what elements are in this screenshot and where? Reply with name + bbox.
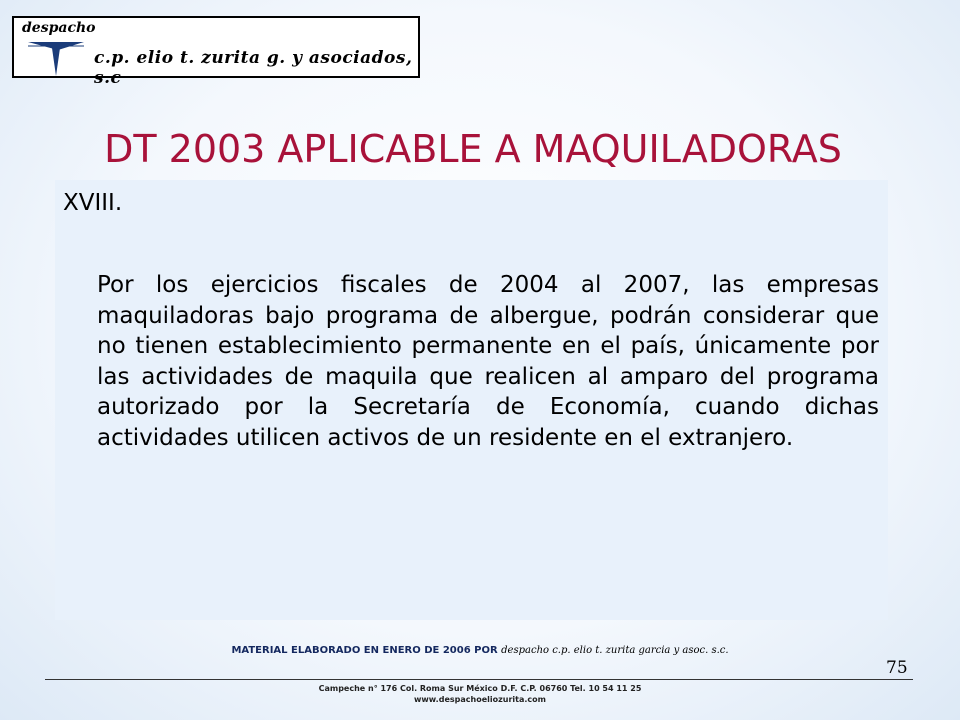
content-box <box>55 180 888 620</box>
material-label: MATERIAL ELABORADO EN ENERO DE 2006 POR <box>231 645 498 656</box>
footer-divider <box>45 679 913 680</box>
logo-word: despacho <box>22 20 96 36</box>
body-paragraph: Por los ejercicios fiscales de 2004 al 2007, las empresas maquiladoras bajo programa de albergue, podrán considerar que no tienen establecimiento permanente en el país, únicamente por las actividades de maquila que realicen al amparo del programa autorizado por la Secretaría de Economía, cuando dichas actividades utilicen activos de un residente en el extranjero. <box>97 272 879 451</box>
material-firm: despacho c.p. elio t. zurita garcia y asoc. s.c. <box>501 645 729 656</box>
footer-address: Campeche n° 176 Col. Roma Sur México D.F. C.P. 06760 Tel. 10 54 11 25 <box>318 684 642 693</box>
footer-address-block <box>0 683 960 705</box>
logo-mark-icon <box>28 36 84 76</box>
material-note <box>0 645 960 656</box>
page-number: 75 <box>886 658 908 678</box>
footer-website: www.despachoeliozurita.com <box>414 695 546 704</box>
logo-firm-name: c.p. elio t. zurita g. y asociados, s.c <box>94 48 413 88</box>
slide-title: DT 2003 APLICABLE A MAQUILADORAS <box>104 127 842 172</box>
logo-box <box>12 16 420 88</box>
section-numeral: XVIII. <box>63 190 123 216</box>
